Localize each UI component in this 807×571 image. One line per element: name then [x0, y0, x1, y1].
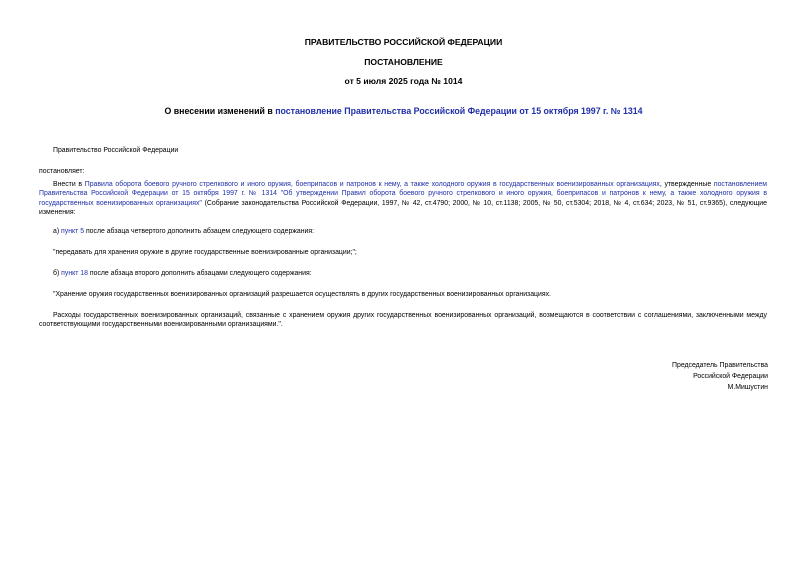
item-a-link[interactable]: пункт 5 [61, 228, 85, 235]
resolution-link[interactable]: постановлением Правительства Российской Федерации от 15 октября 1997 г. № 1314 "Об утверждении Правил оборота боевого ручного стрелкового и иного оружия, боеприпасов и патронов к нему, а также холодного оружия в государственных военизированных организациях" [39, 181, 767, 207]
title-prefix: О внесении изменений в [164, 106, 276, 116]
title-link[interactable]: постановление Правительства Российской Федерации от 15 октября 1997 г. № 1314 [275, 106, 643, 116]
resolves-text: постановляет: [39, 168, 85, 175]
government-heading: ПРАВИТЕЛЬСТВО РОССИЙСКОЙ ФЕДЕРАЦИИ [304, 37, 503, 47]
quote-b-1: "Хранение оружия государственных военизированных организаций разрешается осуществлять в других государственных военизированных организациях. [53, 291, 551, 298]
signature-org: Российской Федерации [693, 373, 768, 380]
intro-paragraph [39, 180, 767, 218]
signature-name: М.Мишустин [727, 384, 768, 391]
quote-a: "передавать для хранения оружие в другие государственные военизированные организации;"; [53, 249, 357, 256]
quote-b-2: Расходы государственных военизированных организаций, связанные с хранением оружия других государственных военизированных организаций, возмещаются в соответствии с соглашениями, заключенными между соответствующими государственными военизированными организациями.". [39, 312, 767, 329]
item-b-prefix: б) [53, 270, 62, 277]
item-b-link[interactable]: пункт 18 [61, 270, 88, 277]
item-b [53, 270, 312, 277]
item-a [53, 228, 314, 235]
intro-text-2: , утвержденные [659, 181, 714, 188]
intro-text-1: Внести в [53, 181, 85, 188]
rules-link[interactable]: Правила оборота боевого ручного стрелкового и иного оружия, боеприпасов и патронов к нему, а также холодного оружия в государственных военизированных организациях [84, 181, 660, 188]
date-number-heading: от 5 июля 2025 года № 1014 [344, 76, 463, 86]
document-title [0, 106, 807, 116]
item-b-text: после абзаца второго дополнить абзацами следующего содержания: [87, 270, 312, 277]
signature-title: Председатель Правительства [672, 362, 768, 369]
intro-text-3: (Собрание законодательства Российской Федерации, 1997, № 42, ст.4790; 2000, № 10, ст.1138; 2005, № 50, ст.5304; 2018, № 4, ст.634; 2023, № 51, ст.9365), следующие изменения: [39, 199, 767, 217]
issuer-text: Правительство Российской Федерации [53, 147, 179, 154]
item-a-text: после абзаца четвертого дополнить абзацем следующего содержания: [84, 228, 315, 235]
document-type-heading: ПОСТАНОВЛЕНИЕ [364, 57, 443, 67]
item-a-prefix: а) [53, 228, 62, 235]
